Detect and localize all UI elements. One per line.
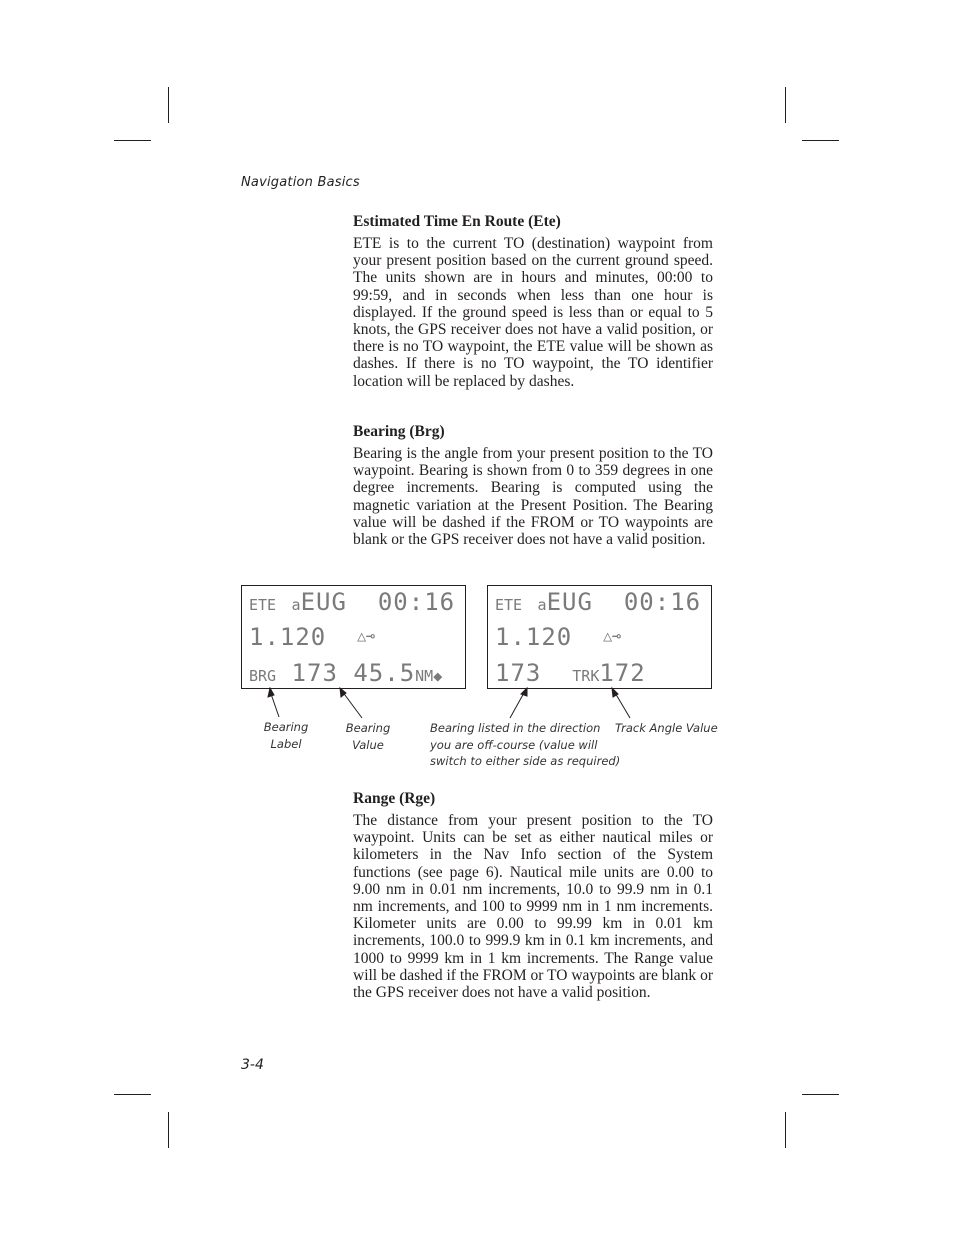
lcd-line-1	[495, 589, 701, 618]
range-unit: NM	[415, 667, 434, 685]
callout-track-angle	[615, 720, 718, 737]
callout-line: Bearing listed in the direction	[430, 721, 601, 735]
arrow-bearing-value	[342, 691, 362, 718]
cdi-scale-value: 1.120	[249, 623, 327, 651]
section-title: Bearing (Brg)	[353, 423, 445, 440]
callout-line: you are off-course (value will	[430, 737, 598, 752]
crop-mark	[802, 140, 839, 141]
crop-mark	[114, 140, 151, 141]
crop-mark	[802, 1094, 839, 1095]
bearing-value: 173	[291, 659, 338, 687]
arrow-bearing-direction	[510, 691, 525, 718]
lcd-line-3	[249, 660, 442, 689]
arrowhead	[612, 688, 618, 697]
arrowhead	[268, 688, 274, 697]
cdi-scale-value: 1.120	[495, 623, 573, 651]
section-body: Bearing is the angle from your present position to the TO waypoint. Bearing is shown from 0 to 359 degrees in one degree increments. Bearing is computed using the magnetic variation at the Present Position. The Bearing value will be dashed if the FROM or TO waypoints are blank or the GPS receiver does not have a valid position.	[353, 445, 713, 549]
page-number: 3-4	[241, 1057, 264, 1073]
bearing-value: 173	[495, 659, 542, 687]
callout-bearing-direction	[430, 720, 620, 770]
callout-bearing-label	[262, 719, 310, 752]
lcd-line-2	[249, 623, 375, 650]
crop-mark	[168, 87, 169, 123]
diamond-icon: ◆	[433, 667, 443, 685]
callout-line: Label	[270, 736, 302, 751]
callout-line: Bearing	[263, 720, 309, 734]
section-body: The distance from your present position to the TO waypoint. Units can be set as either nautical miles or kilometers in the Nav Info section of the System functions (see page 6). Nautical mile units are 0.00 to 9.00 nm in 0.01 nm increments, 10.0 to 99.9 nm in 0.1 nm increments, and 100 to 9999 nm in 1 nm increments. Kilometer units are 0.00 to 99.99 km in 0.01 km increments, 100.0 to 999.9 km in 0.1 km increments, and 1000 to 9999 km in 1 km increments. The Range value will be dashed if the FROM or TO waypoints are blank or the GPS receiver does not have a valid position.	[353, 812, 713, 1002]
waypoint-marker: a	[291, 596, 301, 614]
arrowhead	[340, 688, 346, 697]
lcd-display-bearing	[241, 585, 466, 689]
lcd-line-2	[495, 623, 621, 650]
crop-mark	[785, 1112, 786, 1148]
callout-line: switch to either side as required)	[430, 754, 621, 768]
arrowhead	[521, 688, 527, 696]
crop-mark	[785, 87, 786, 123]
crop-mark	[114, 1094, 151, 1095]
bearing-label: BRG	[249, 667, 277, 685]
callout-line: Track Angle Value	[615, 721, 718, 735]
track-angle-value: 172	[599, 659, 646, 687]
section-body: ETE is to the current TO (destination) waypoint from your present position based on the current ground speed. The units shown are in hours and minutes, 00:00 to 99:59, and in seconds when less than one hour is displayed. If the ground speed is less than or equal to 5 knots, the GPS receiver does not have a valid position, or there is no TO waypoint, the ETE value will be shown as dashes. If there is no TO waypoint, the TO identifier location will be replaced by dashes.	[353, 235, 713, 390]
track-label: TRK	[572, 667, 600, 685]
callout-line: Value	[352, 737, 384, 752]
ete-label: ETE	[249, 596, 277, 614]
running-head: Navigation Basics	[241, 175, 360, 190]
ete-value: 00:16	[377, 588, 456, 616]
callout-bearing-value	[344, 720, 392, 753]
range-value: 45.5	[353, 659, 416, 687]
lcd-display-track	[487, 585, 712, 689]
arrow-track-angle	[614, 691, 630, 718]
waypoint-id: EUG	[300, 588, 347, 616]
ete-label: ETE	[495, 596, 523, 614]
ete-value: 00:16	[623, 588, 702, 616]
section-title: Range (Rge)	[353, 790, 436, 807]
section-ete	[353, 212, 713, 390]
arrow-bearing-label	[270, 691, 279, 717]
waypoint-id: EUG	[546, 588, 593, 616]
cdi-needle-icon: △⊸	[357, 627, 376, 645]
section-range	[353, 789, 713, 1001]
section-bearing	[353, 422, 713, 548]
cdi-needle-icon: △⊸	[603, 627, 622, 645]
waypoint-marker: a	[537, 596, 547, 614]
section-title: Estimated Time En Route (Ete)	[353, 213, 561, 230]
callout-line: Bearing	[345, 721, 391, 735]
lcd-line-3	[495, 660, 646, 689]
crop-mark	[168, 1112, 169, 1148]
lcd-line-1	[249, 589, 455, 618]
